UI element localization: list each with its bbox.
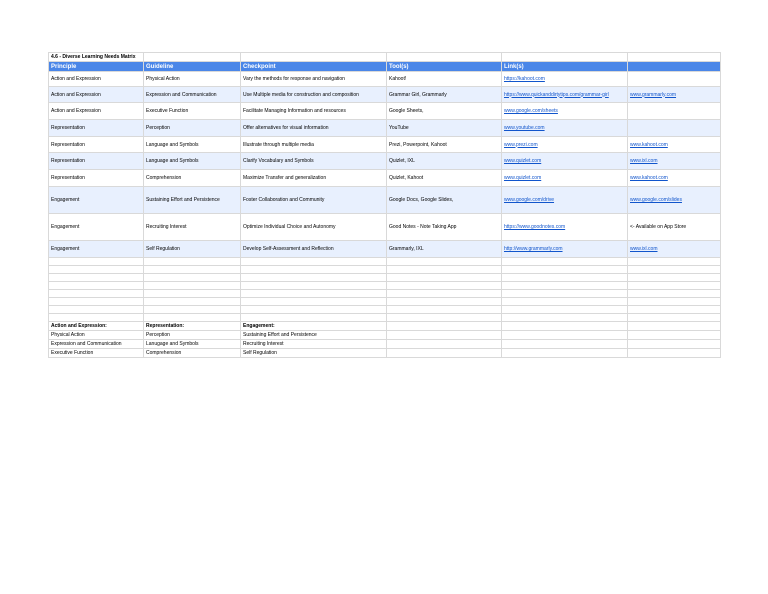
link-cell[interactable]: https://www.goodnotes.com [502, 214, 628, 241]
empty-row [49, 298, 721, 306]
legend-item: Comprehension [144, 349, 241, 358]
principle-cell: Representation [49, 153, 144, 170]
legend-item: Recruiting Interest [241, 340, 387, 349]
empty-row [49, 274, 721, 282]
checkpoint-cell: Illustrate through multiple media [241, 137, 387, 153]
link-cell[interactable]: www.prezi.com [502, 137, 628, 153]
principle-cell: Representation [49, 120, 144, 137]
table-row [49, 87, 721, 103]
tools-cell: Prezi, Powerpoint, Kahoot [387, 137, 502, 153]
checkpoint-cell: Facilitate Managing Information and resources [241, 103, 387, 120]
legend-header-row [49, 322, 721, 331]
checkpoint-cell: Foster Collaboration and Community [241, 187, 387, 214]
table-row [49, 103, 721, 120]
tools-cell: Google Docs, Google Slides, [387, 187, 502, 214]
header-principle: Principle [49, 62, 144, 72]
legend-item: Lanugage and Symbols [144, 340, 241, 349]
empty-row [49, 290, 721, 298]
checkpoint-cell: Optimize Individual Choice and Autonomy [241, 214, 387, 241]
legend-header: Representation: [144, 322, 241, 331]
matrix-table [48, 52, 721, 358]
guideline-cell: Sustaining Effort and Persistence [144, 187, 241, 214]
link-cell[interactable]: www.quizlet.com [502, 170, 628, 187]
header-links: Link(s) [502, 62, 628, 72]
tools-cell: Google Sheets, [387, 103, 502, 120]
legend-item: Physical Action [49, 331, 144, 340]
checkpoint-cell: Offer alternatives for visual information [241, 120, 387, 137]
table-row [49, 153, 721, 170]
legend-row [49, 340, 721, 349]
principle-cell: Action and Expression [49, 87, 144, 103]
legend-item: Sustaining Effort and Persistence [241, 331, 387, 340]
guideline-cell: Expression and Communication [144, 87, 241, 103]
empty-row [49, 266, 721, 274]
legend-row [49, 349, 721, 358]
sheet-title: 4.6 - Diverse Learning Needs Matrix [49, 53, 144, 62]
checkpoint-cell: Develop Self-Assessment and Reflection [241, 241, 387, 258]
tools-cell: Quizlet, IXL [387, 153, 502, 170]
guideline-cell: Language and Symbols [144, 137, 241, 153]
legend-header: Engagement: [241, 322, 387, 331]
table-row [49, 214, 721, 241]
link-cell-2[interactable]: www.kahoot.com [628, 170, 721, 187]
legend-item: Perception [144, 331, 241, 340]
link-cell[interactable]: www.google.com/drive [502, 187, 628, 214]
link-cell[interactable]: www.quizlet.com [502, 153, 628, 170]
link-cell-2[interactable]: www.kahoot.com [628, 137, 721, 153]
guideline-cell: Physical Action [144, 72, 241, 87]
link-cell-2[interactable]: www.grammarly.com [628, 87, 721, 103]
link-cell-2[interactable]: www.ixl.com [628, 241, 721, 258]
checkpoint-cell: Use Multiple media for construction and composition [241, 87, 387, 103]
principle-cell: Representation [49, 137, 144, 153]
legend-row [49, 331, 721, 340]
empty-row [49, 306, 721, 314]
principle-cell: Engagement [49, 241, 144, 258]
title-row [49, 53, 721, 62]
principle-cell: Action and Expression [49, 72, 144, 87]
link-cell[interactable]: www.google.com/sheets [502, 103, 628, 120]
guideline-cell: Self Regulation [144, 241, 241, 258]
link-cell-2[interactable]: www.ixl.com [628, 153, 721, 170]
empty-row [49, 282, 721, 290]
tools-cell: YouTube [387, 120, 502, 137]
header-extra [628, 62, 721, 72]
guideline-cell: Recruiting Interest [144, 214, 241, 241]
header-row [49, 62, 721, 72]
table-row [49, 241, 721, 258]
principle-cell: Action and Expression [49, 103, 144, 120]
link-cell-2 [628, 103, 721, 120]
tools-cell: Kahoot! [387, 72, 502, 87]
guideline-cell: Perception [144, 120, 241, 137]
link-cell[interactable]: http://www.grammarly.com [502, 241, 628, 258]
checkpoint-cell: Clarify Vocabulary and Symbols [241, 153, 387, 170]
principle-cell: Engagement [49, 187, 144, 214]
tools-cell: Good Notes - Note Taking App [387, 214, 502, 241]
tools-cell: Grammar Girl, Grammarly [387, 87, 502, 103]
legend-item: Expression and Communication [49, 340, 144, 349]
header-checkpoint: Checkpoint [241, 62, 387, 72]
legend-item: Executive Function [49, 349, 144, 358]
header-tools: Tool(s) [387, 62, 502, 72]
table-row [49, 137, 721, 153]
legend-header: Action and Expression: [49, 322, 144, 331]
table-row [49, 187, 721, 214]
principle-cell: Engagement [49, 214, 144, 241]
legend-item: Self Regulation [241, 349, 387, 358]
guideline-cell: Comprehension [144, 170, 241, 187]
link-cell-2 [628, 120, 721, 137]
link-cell[interactable]: www.youtube.com [502, 120, 628, 137]
checkpoint-cell: Maximize Transfer and generalization [241, 170, 387, 187]
empty-row [49, 258, 721, 266]
tools-cell: Quizlet, Kahoot [387, 170, 502, 187]
table-row [49, 170, 721, 187]
link-cell-2: <- Available on App Store [628, 214, 721, 241]
link-cell-2[interactable]: www.google.com/slides [628, 187, 721, 214]
table-row [49, 72, 721, 87]
table-row [49, 120, 721, 137]
guideline-cell: Language and Symbols [144, 153, 241, 170]
empty-row [49, 314, 721, 322]
checkpoint-cell: Vary the methods for response and navigation [241, 72, 387, 87]
principle-cell: Representation [49, 170, 144, 187]
link-cell-2 [628, 72, 721, 87]
link-cell[interactable]: https://kahoot.com [502, 72, 628, 87]
guideline-cell: Executive Function [144, 103, 241, 120]
spreadsheet [48, 52, 720, 358]
link-cell[interactable]: https://www.quickanddirtytips.com/grammar-girl [502, 87, 628, 103]
tools-cell: Grammarly, IXL [387, 241, 502, 258]
header-guideline: Guideline [144, 62, 241, 72]
